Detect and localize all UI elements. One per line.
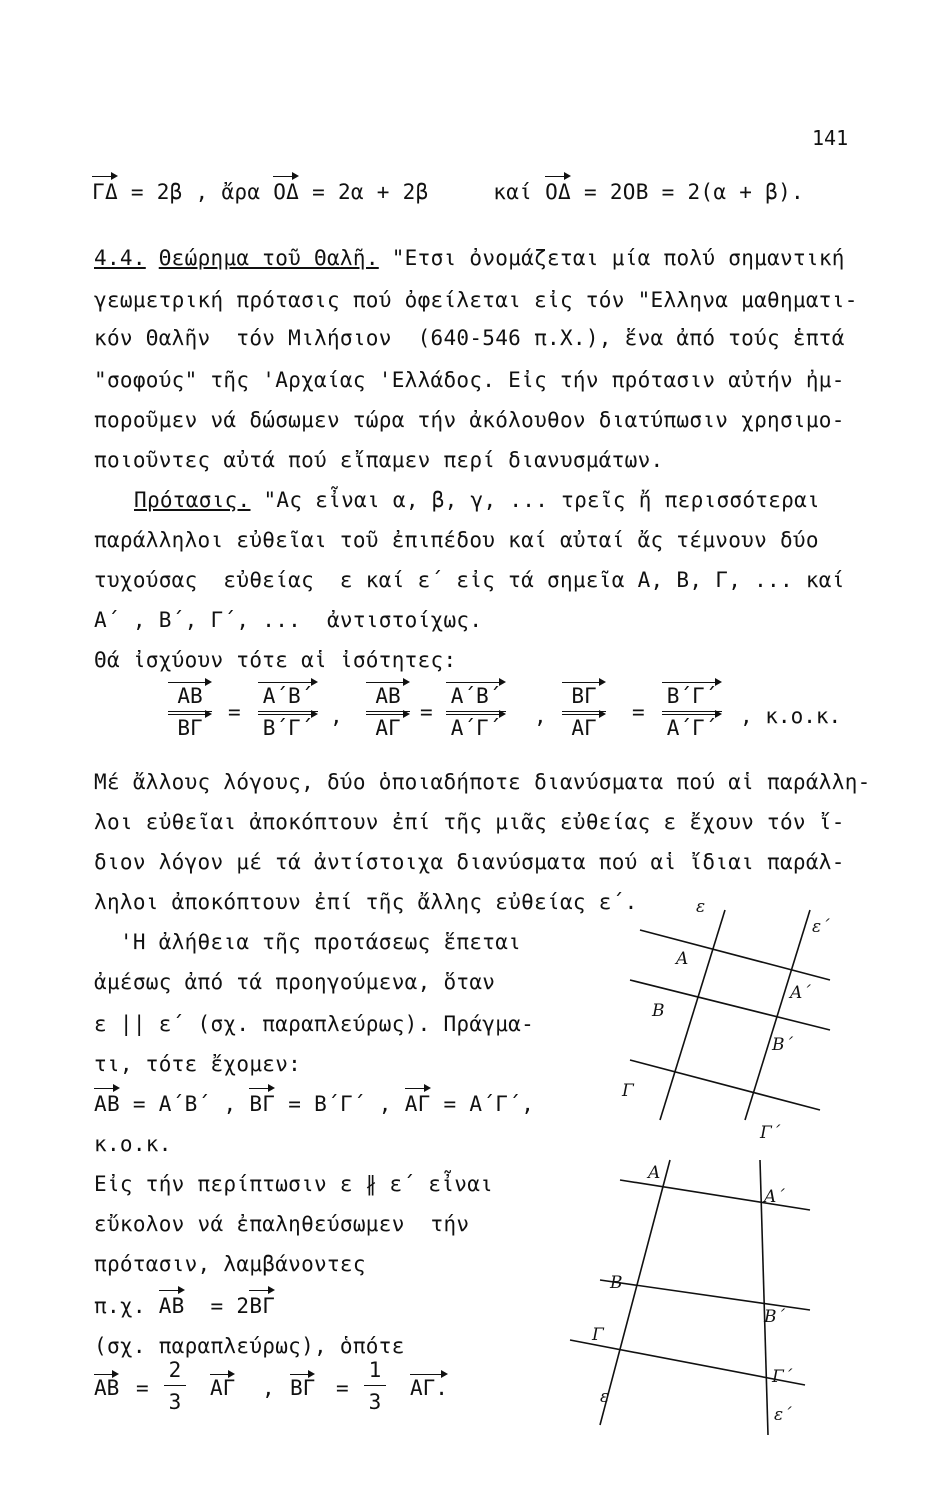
text-line: πρότασιν, λαμβάνοντες <box>94 1252 366 1276</box>
text-line: "σοφούς" τῆς 'Αρχαίας 'Ελλάδος. Εἰς τήν πρότασιν αὐτήν ἠμ- <box>94 368 845 392</box>
figure-parallel-transversals <box>600 880 840 1140</box>
text-line: ἀμέσως ἀπό τά προηγούμενα, ὅταν <box>94 970 496 994</box>
label-e: ε <box>696 897 706 917</box>
text-line: διον λόγον μέ τά ἀντίστοιχα διανύσματα πού αἱ ἴδιαι παράλ- <box>94 850 845 874</box>
label-g-prime: Γ΄ <box>760 1123 781 1140</box>
text-line: τυχούσας εὐθείας ε καί ε΄ εἰς τά σημεῖα Α, Β, Γ, ... καί <box>94 568 845 592</box>
equation-top: ΓΔ = 2β , ἄρα ΟΔ = 2α + 2β καί ΟΔ = 2ΟΒ = 2(α + β). <box>92 180 804 204</box>
text-line: τι, τότε ἔχομεν: <box>94 1052 302 1076</box>
label-g: Γ <box>592 1325 604 1345</box>
label-a-prime: Α΄ <box>764 1187 785 1207</box>
theorem-title: Θεώρημα τοῦ Θαλῆ. <box>158 246 379 270</box>
label-b-prime: Β΄ <box>772 1035 793 1055</box>
fraction: Α΄Β΄ Β΄Γ΄ <box>258 684 318 740</box>
text-line: Εἰς τήν περίπτωσιν ε ∦ ε΄ εἶναι <box>94 1172 494 1196</box>
label-a: Α <box>648 1163 661 1183</box>
label-g: Γ <box>622 1081 634 1101</box>
line-e <box>660 910 725 1120</box>
parallel-g <box>630 1060 820 1110</box>
text-line: ποιοῦντες αὐτά πού εἴπαμεν περί διανυσμάτων. <box>94 448 664 472</box>
text-line: (σχ. παραπλεύρως), ὁπότε <box>94 1334 405 1358</box>
label-g-prime: Γ΄ <box>772 1367 793 1387</box>
text-line: λοι εὐθεῖαι ἀποκόπτουν ἐπί τῆς μιᾶς εὐθείας ε ἔχουν τόν ἴ- <box>94 810 845 834</box>
label-a-prime: Α΄ <box>790 983 811 1003</box>
text-line: εὔκολον νά ἐπαληθεύσωμεν τήν <box>94 1212 470 1236</box>
theorem-number: 4.4. <box>94 246 146 270</box>
example-line: π.χ. ΑΒ = 2ΒΓ <box>94 1294 276 1318</box>
text-line: ληλοι ἀποκόπτουν ἐπί τῆς ἄλλης εὐθείας ε΄. <box>94 890 638 914</box>
label-a: Α <box>676 949 689 969</box>
label-b: Β <box>652 1001 665 1021</box>
vector-gd: ΓΔ <box>92 180 118 204</box>
text-line: κ.ο.κ. <box>94 1132 172 1156</box>
text-line: κόν Θαλῆν τόν Μιλήσιον (640-546 π.Χ.), ἕνα ἀπό τούς ἑπτά <box>94 326 845 350</box>
line-e-prime <box>745 910 810 1120</box>
figure-nonparallel-transversals <box>560 1150 830 1440</box>
text-line: Θά ἰσχύουν τότε αἱ ἰσότητες: <box>94 648 457 672</box>
label-b: Β <box>610 1273 623 1293</box>
fraction: 2 3 <box>164 1358 186 1414</box>
fraction: 1 3 <box>364 1358 386 1414</box>
vector-equalities: ΑΒ = Α΄Β΄ , ΒΓ = Β΄Γ΄ , ΑΓ = Α΄Γ΄, <box>94 1092 535 1116</box>
page: 141 ΓΔ = 2β , ἄρα ΟΔ = 2α + 2β καί ΟΔ = 2ΟΒ = 2(α + β). 4.4. Θεώρημα τοῦ Θαλῆ. "Ετσι ὀνομάζεται μία πολύ σημαντική γεωμετρική πρότασις πού ὀφείλεται εἰς τόν "Ελληνα μαθηματι- κόν Θαλῆν τόν Μιλήσιον (640-546 π.Χ.), ἕνα ἀπό τούς ἑπτά "σοφούς" τῆς 'Αρχαίας 'Ελλάδος. Εἰς τήν πρότασιν αὐτήν ἠμ- ποροῦμεν νά δώσωμεν τώρα τήν ἀκόλουθον διατύπωσιν χρησιμο- ποιοῦντες αὐτά πού εἴπαμεν περί διανυσμάτων. Πρότασις. "Ας εἶναι α, β, γ, ... τρεῖς ἤ περισσότεραι παράλληλοι εὐθεῖαι τοῦ ἐπιπέδου καί αὐταί ἄς τέμνουν δύο τυχούσας εὐθείας ε καί ε΄ εἰς τά σημεῖα Α, Β, Γ, ... καί Α΄ , Β΄, Γ΄, ... ἀντιστοίχως. Θά ἰσχύουν τότε αἱ ἰσότητες: ΑΒ ΒΓ = Α΄Β΄ Β΄Γ΄ , ΑΒ ΑΓ = Α΄Β΄ Α΄Γ΄ , ΒΓ ΑΓ = Β΄Γ΄ Α΄Γ΄ , κ.ο.κ. Μέ ἄλλους λόγους, δύο ὁποιαδήποτε διανύσματα πού αἱ παράλλη- λοι εὐθεῖαι ἀποκόπτουν ἐπί τῆς μιᾶς εὐθείας ε ἔχουν τόν ἴ- διον λόγον μέ τά ἀντίστοιχα διανύσματα πού αἱ ἴδιαι παράλ- ληλοι ἀποκόπτουν ἐπί τῆς ἄλλης εὐθείας ε΄. 'Η ἀλήθεια τῆς προτάσεως ἕπεται ἀμέσως ἀπό τά προηγούμενα, ὅταν ε || ε΄ (σχ. παραπλεύρως). Πράγμα- τι, τότε ἔχομεν: ΑΒ = Α΄Β΄ , ΒΓ = Β΄Γ΄ , ΑΓ = Α΄Γ΄, κ.ο.κ. Εἰς τήν περίπτωσιν ε ∦ ε΄ εἶναι εὔκολον νά ἐπαληθεύσωμεν τήν πρότασιν, λαμβάνοντες π.χ. ΑΒ = 2ΒΓ (σχ. παραπλεύρως), ὁπότε ΑΒ = 2 3 ΑΓ , ΒΓ = 1 3 ΑΓ. ε ε΄ Α Α΄ Β Β΄ Γ Γ΄ Α Α΄ Β Β΄ Γ Γ΄ ε ε΄ <box>0 0 928 1500</box>
text-line: Μέ ἄλλους λόγους, δύο ὁποιαδήποτε διανύσματα πού αἱ παράλλη- <box>94 770 871 794</box>
text-line: Α΄ , Β΄, Γ΄, ... ἀντιστοίχως. <box>94 608 483 632</box>
label-e-prime: ε΄ <box>812 917 830 937</box>
fraction: Β΄Γ΄ Α΄Γ΄ <box>662 684 722 740</box>
fraction: ΑΒ ΑΓ <box>366 684 410 740</box>
label-e-prime: ε΄ <box>774 1405 792 1425</box>
label-e: ε <box>600 1387 610 1407</box>
vector-od-2: ΟΔ <box>545 180 571 204</box>
text-line: 'Η ἀλήθεια τῆς προτάσεως ἕπεται <box>94 930 522 954</box>
page-number: 141 <box>812 126 849 150</box>
label-b-prime: Β΄ <box>764 1307 785 1327</box>
vector-od: ΟΔ <box>273 180 300 204</box>
proposition-label: Πρότασις. <box>134 488 251 512</box>
fraction: ΑΒ ΒΓ <box>168 684 212 740</box>
proposition-line: Πρότασις. "Ας εἶναι α, β, γ, ... τρεῖς ἤ περισσότεραι <box>134 488 820 512</box>
text-line: ποροῦμεν νά δώσωμεν τώρα τήν ἀκόλουθον διατύπωσιν χρησιμο- <box>94 408 845 432</box>
parallel-g <box>570 1340 805 1385</box>
text-line: παράλληλοι εὐθεῖαι τοῦ ἐπιπέδου καί αὐταί ἄς τέμνουν δύο <box>94 528 819 552</box>
theorem-heading-line: 4.4. Θεώρημα τοῦ Θαλῆ. "Ετσι ὀνομάζεται μία πολύ σημαντική <box>94 246 845 270</box>
fraction: ΒΓ ΑΓ <box>562 684 606 740</box>
text-line: ε || ε΄ (σχ. παραπλεύρως). Πράγμα- <box>94 1012 535 1036</box>
fraction: Α΄Β΄ Α΄Γ΄ <box>446 684 506 740</box>
text-line: γεωμετρική πρότασις πού ὀφείλεται εἰς τόν "Ελληνα μαθηματι- <box>94 288 858 312</box>
